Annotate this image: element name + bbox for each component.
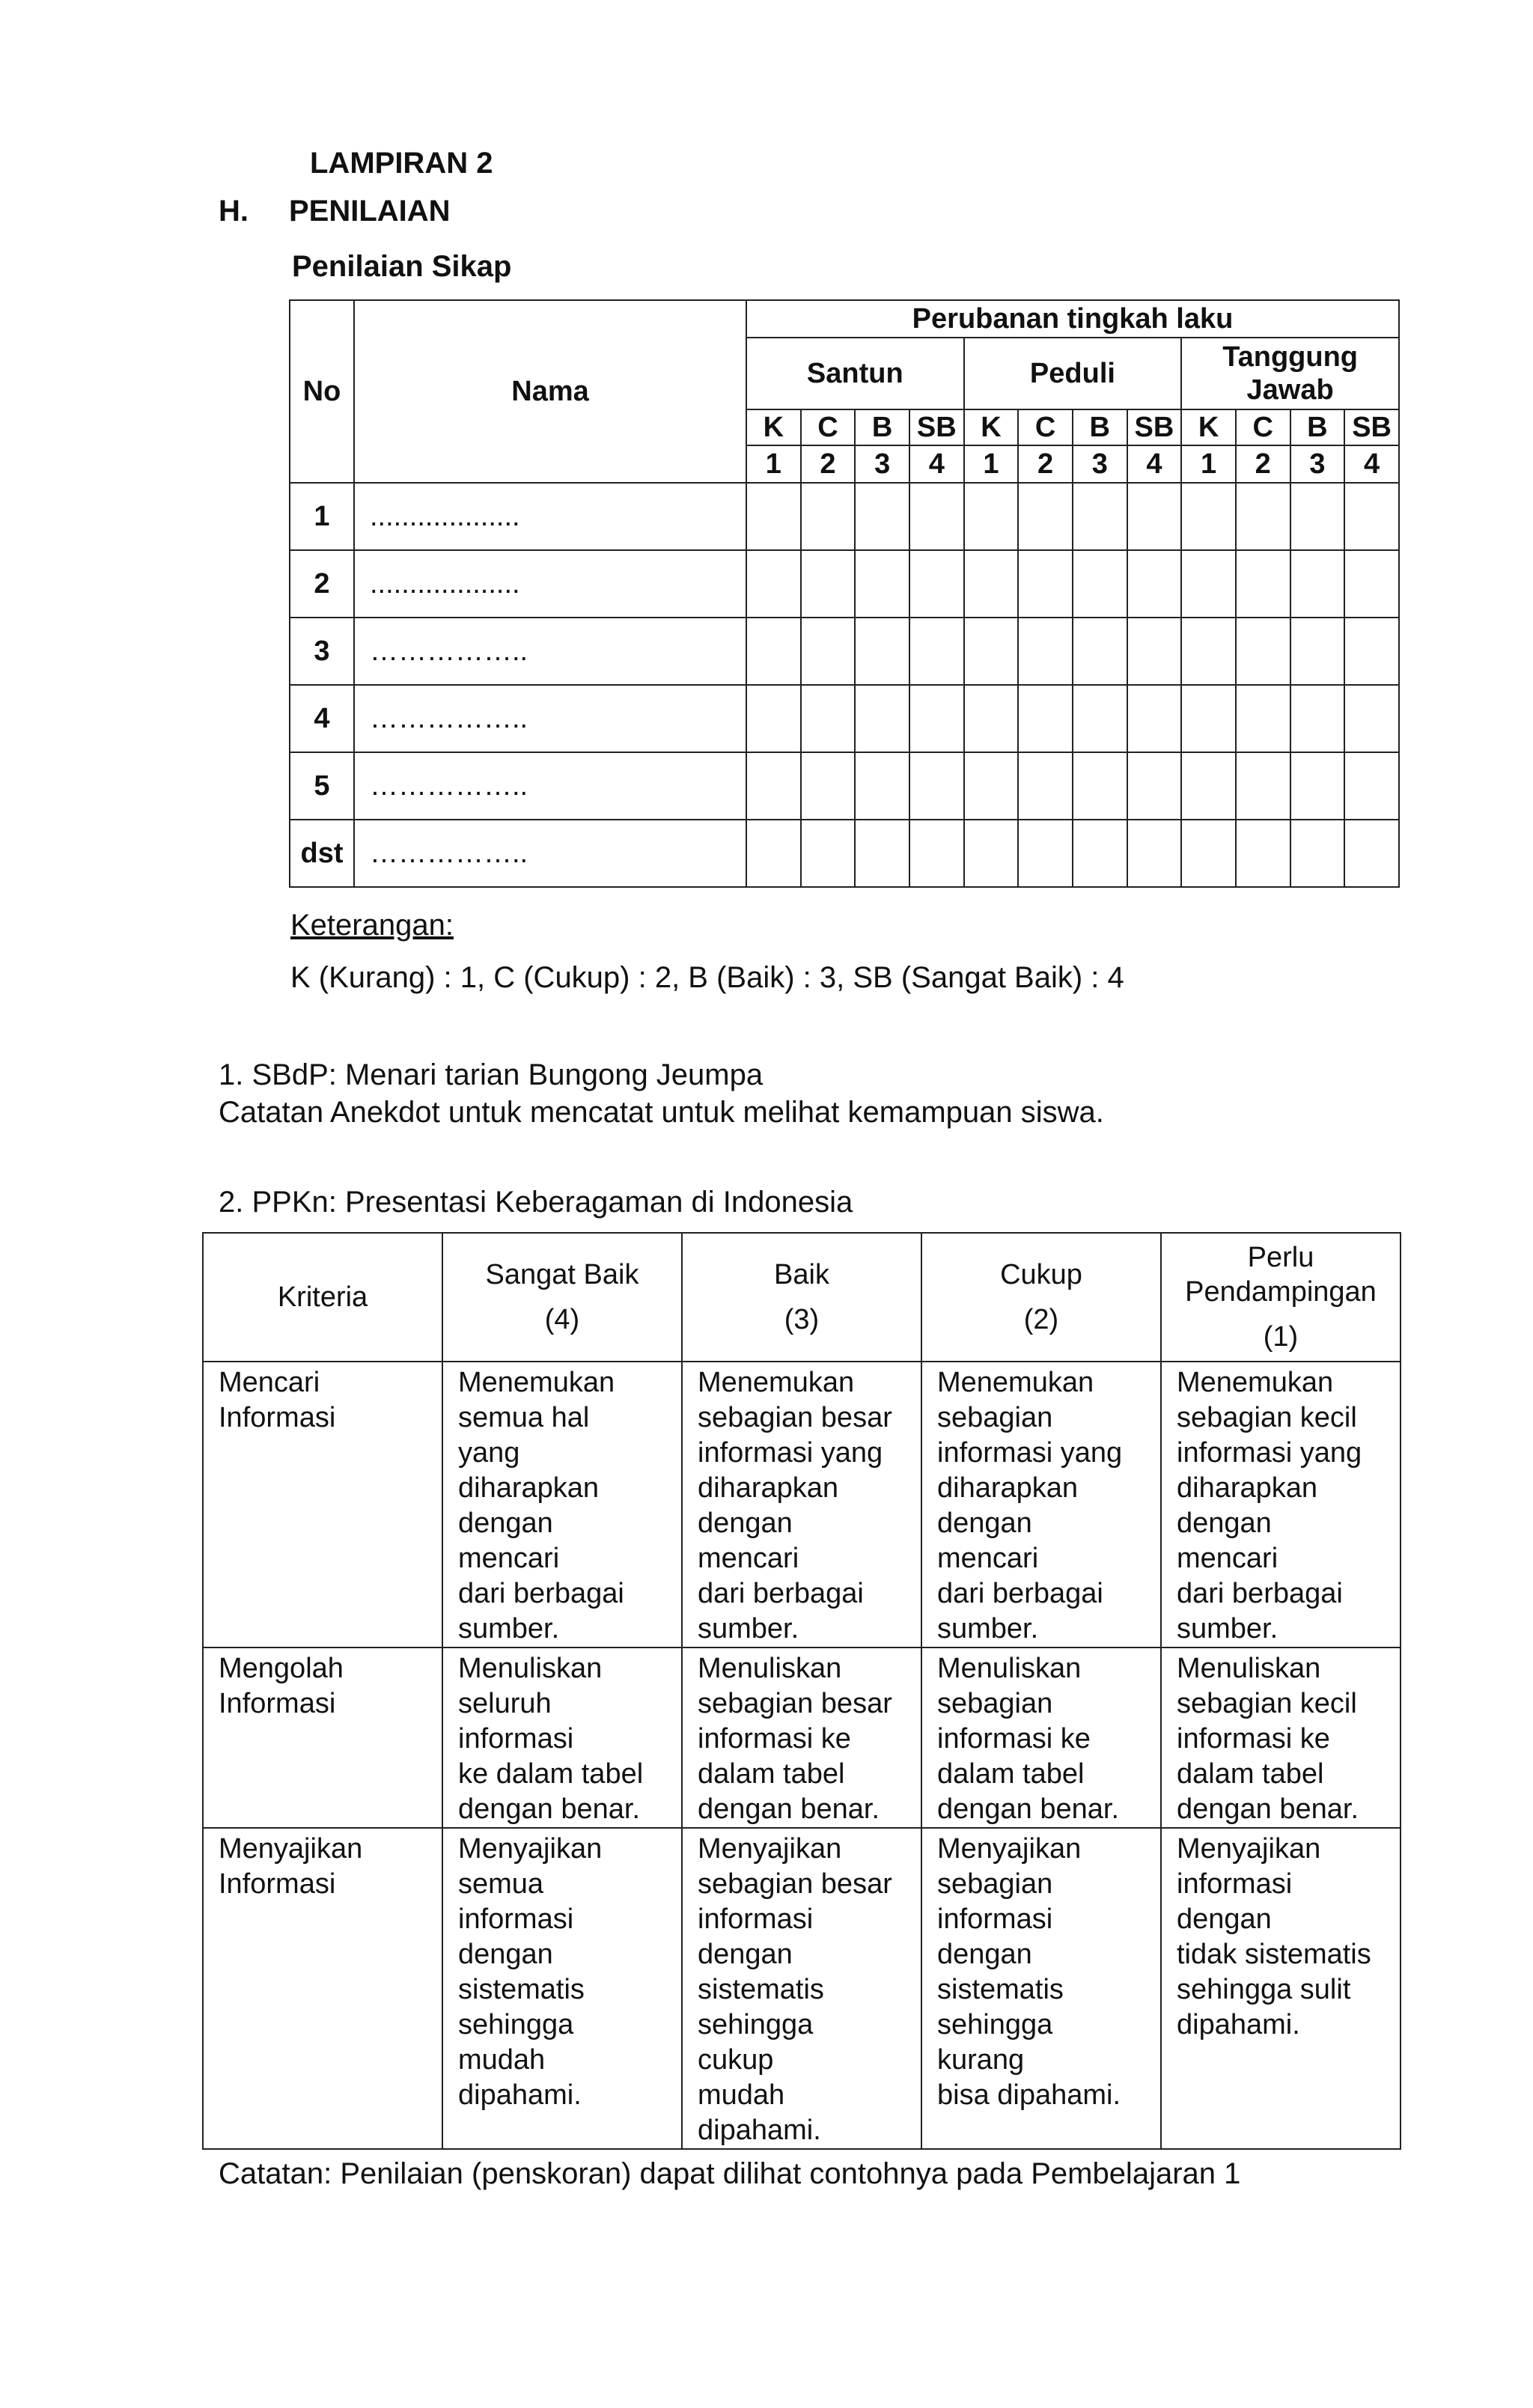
- cell-line: sistematis: [937, 1974, 1064, 2005]
- cell-line: diharapkan: [698, 1472, 839, 1504]
- score-cell[interactable]: [1290, 820, 1345, 887]
- cell-line: Mencari: [219, 1367, 320, 1398]
- rubrik-header-2: [442, 1233, 682, 1362]
- score-cell[interactable]: [1181, 752, 1236, 820]
- row-nama: ……………..: [354, 752, 746, 820]
- cell-line: dengan: [937, 1939, 1032, 1970]
- grade-letter: K: [1181, 409, 1236, 445]
- grade-letter: C: [1236, 409, 1290, 445]
- cell-line: dengan: [458, 1508, 553, 1539]
- score-cell[interactable]: [1181, 685, 1236, 752]
- score-cell[interactable]: [855, 483, 909, 550]
- cell-line: Menyajikan: [698, 1833, 842, 1865]
- row-no: 5: [290, 752, 354, 820]
- cell-line: Menyajikan: [937, 1833, 1082, 1865]
- cell-line: dengan benar.: [937, 1793, 1120, 1825]
- cell-line: seluruh: [458, 1688, 552, 1719]
- cell-line: informasi: [458, 1903, 574, 1935]
- score-cell[interactable]: [1290, 618, 1345, 685]
- rubrik-row: [203, 1648, 1401, 1828]
- grade-letter: B: [855, 409, 909, 445]
- score-cell[interactable]: [909, 483, 964, 550]
- score-cell[interactable]: [1236, 685, 1290, 752]
- score-cell[interactable]: [746, 752, 801, 820]
- score-cell[interactable]: [801, 685, 856, 752]
- score-cell[interactable]: [1127, 685, 1182, 752]
- section-title: PENILAIAN: [289, 195, 451, 228]
- nama-header: Nama: [354, 300, 746, 483]
- rubrik-cell: [921, 1362, 1161, 1648]
- cell-line: informasi ke: [937, 1723, 1091, 1755]
- header-line: Sangat Baik: [485, 1259, 639, 1290]
- header-line: Cukup: [1000, 1259, 1082, 1290]
- score-cell[interactable]: [855, 752, 909, 820]
- header-line: Kriteria: [277, 1281, 368, 1313]
- rubrik-cell: [921, 1648, 1161, 1828]
- row-nama: ……………..: [354, 685, 746, 752]
- score-cell[interactable]: [1181, 618, 1236, 685]
- table-row: [290, 685, 1399, 752]
- cell-line: Menyajikan: [1177, 1833, 1321, 1865]
- score-cell[interactable]: [964, 618, 1019, 685]
- rubrik-header-4: [921, 1233, 1161, 1362]
- cell-line: dipahami.: [1177, 2009, 1300, 2040]
- cell-line: dari berbagai: [698, 1578, 864, 1609]
- score-cell[interactable]: [1073, 483, 1127, 550]
- cell-line: sumber.: [458, 1613, 560, 1645]
- cell-line: diharapkan: [458, 1472, 600, 1504]
- score-cell[interactable]: [1127, 618, 1182, 685]
- cell-line: dalam tabel: [937, 1758, 1085, 1790]
- grade-letter: C: [1018, 409, 1073, 445]
- no-header: No: [290, 300, 354, 483]
- cell-line: sebagian: [937, 1402, 1053, 1433]
- cell-line: dipahami.: [698, 2115, 821, 2146]
- cell-line: informasi: [937, 1903, 1053, 1935]
- score-cell[interactable]: [746, 685, 801, 752]
- cell-line: informasi ke: [1177, 1723, 1330, 1755]
- row-no: 1: [290, 483, 354, 550]
- grade-letter: K: [746, 409, 801, 445]
- score-cell[interactable]: [1236, 550, 1290, 618]
- score-cell[interactable]: [909, 820, 964, 887]
- score-cell[interactable]: [1127, 820, 1182, 887]
- cell-line: Menuliskan: [937, 1653, 1082, 1684]
- score-cell[interactable]: [1018, 550, 1073, 618]
- score-cell[interactable]: [1290, 550, 1345, 618]
- rubrik-row: [203, 1362, 1401, 1648]
- grade-number: 2: [1018, 445, 1073, 483]
- grade-number: 3: [1290, 445, 1345, 483]
- score-cell[interactable]: [1073, 618, 1127, 685]
- score-cell[interactable]: [746, 820, 801, 887]
- cell-line: Menemukan: [937, 1367, 1094, 1398]
- keterangan-label: Keterangan:: [290, 909, 454, 942]
- grade-number: 3: [855, 445, 909, 483]
- rubrik-cell: [921, 1828, 1161, 2149]
- cell-line: dipahami.: [458, 2079, 582, 2111]
- group-3-header: Tanggung Jawab: [1181, 338, 1399, 409]
- cell-line: yang: [458, 1437, 520, 1469]
- cell-line: dari berbagai: [1177, 1578, 1343, 1609]
- grade-letter: SB: [1344, 409, 1399, 445]
- sikap-table: [289, 299, 1400, 888]
- cell-line: dengan benar.: [458, 1793, 641, 1825]
- cell-line: tidak sistematis: [1177, 1939, 1371, 1970]
- score-cell[interactable]: [1018, 820, 1073, 887]
- score-cell[interactable]: [1344, 752, 1399, 820]
- group-2-header: Peduli: [964, 338, 1182, 409]
- score-cell[interactable]: [909, 752, 964, 820]
- header-line: (1): [1263, 1321, 1299, 1353]
- score-cell[interactable]: [801, 618, 856, 685]
- score-cell[interactable]: [1236, 752, 1290, 820]
- rubrik-cell: [1161, 1828, 1401, 2149]
- score-cell[interactable]: [1018, 685, 1073, 752]
- cell-line: informasi: [698, 1903, 814, 1935]
- header-line: Pendampingan: [1185, 1276, 1377, 1308]
- cell-line: informasi yang: [698, 1437, 883, 1469]
- rubrik-cell: [442, 1362, 682, 1648]
- row-no: dst: [290, 820, 354, 887]
- grade-number: 1: [746, 445, 801, 483]
- grade-number: 1: [964, 445, 1019, 483]
- cell-line: dengan benar.: [698, 1793, 880, 1825]
- cell-line: sistematis: [458, 1974, 585, 2005]
- rubrik-cell: [682, 1648, 921, 1828]
- score-cell[interactable]: [1073, 752, 1127, 820]
- cell-line: dalam tabel: [698, 1758, 845, 1790]
- rubrik-header-1: [203, 1233, 442, 1362]
- grade-number: 1: [1181, 445, 1236, 483]
- score-cell[interactable]: [746, 483, 801, 550]
- rubrik-header-5: [1161, 1233, 1401, 1362]
- cell-line: bisa dipahami.: [937, 2079, 1121, 2111]
- score-cell[interactable]: [1073, 550, 1127, 618]
- score-cell[interactable]: [1290, 685, 1345, 752]
- header-line: (3): [784, 1304, 820, 1335]
- score-cell[interactable]: [1181, 820, 1236, 887]
- cell-line: semua hal: [458, 1402, 590, 1433]
- cell-line: sebagian kecil: [1177, 1688, 1357, 1719]
- group-1-header: Santun: [746, 338, 964, 409]
- score-cell[interactable]: [1018, 752, 1073, 820]
- cell-line: Menuliskan: [698, 1653, 842, 1684]
- section-letter: H.: [219, 195, 249, 228]
- table-row: [290, 550, 1399, 618]
- rubrik-header-3: [682, 1233, 921, 1362]
- score-cell[interactable]: [964, 550, 1019, 618]
- score-cell[interactable]: [801, 483, 856, 550]
- grade-number: 3: [1073, 445, 1127, 483]
- score-cell[interactable]: [909, 550, 964, 618]
- cell-line: sumber.: [698, 1613, 799, 1645]
- score-cell[interactable]: [855, 550, 909, 618]
- score-cell[interactable]: [801, 752, 856, 820]
- score-cell[interactable]: [855, 685, 909, 752]
- grade-number: 4: [1127, 445, 1182, 483]
- rubrik-cell: [1161, 1362, 1401, 1648]
- score-cell[interactable]: [1127, 752, 1182, 820]
- cell-line: Menuliskan: [458, 1653, 603, 1684]
- score-cell[interactable]: [964, 820, 1019, 887]
- cell-line: dari berbagai: [937, 1578, 1103, 1609]
- table-row: [290, 752, 1399, 820]
- cell-line: sebagian kecil: [1177, 1402, 1357, 1433]
- cell-line: informasi ke: [698, 1723, 851, 1755]
- score-cell[interactable]: [964, 685, 1019, 752]
- cell-line: Menyajikan: [219, 1833, 363, 1865]
- cell-line: dengan: [1177, 1508, 1272, 1539]
- cell-line: Mengolah: [219, 1653, 344, 1684]
- score-cell[interactable]: [1290, 752, 1345, 820]
- table-row: [290, 820, 1399, 887]
- score-cell[interactable]: [1181, 550, 1236, 618]
- item1-desc: Catatan Anekdot untuk mencatat untuk melihat kemampuan siswa.: [219, 1096, 1104, 1129]
- row-nama: ...................: [354, 483, 746, 550]
- grade-letter: K: [964, 409, 1019, 445]
- cell-line: ke dalam tabel: [458, 1758, 644, 1790]
- cell-line: Informasi: [219, 1402, 336, 1433]
- grade-letter: SB: [909, 409, 964, 445]
- row-nama: ……………..: [354, 820, 746, 887]
- grade-letter: SB: [1127, 409, 1182, 445]
- score-cell[interactable]: [964, 752, 1019, 820]
- kriteria-cell: [203, 1828, 442, 2149]
- cell-line: kurang: [937, 2044, 1025, 2076]
- cell-line: mudah: [458, 2044, 546, 2076]
- header-line: Baik: [774, 1259, 829, 1290]
- score-cell[interactable]: [1344, 685, 1399, 752]
- cell-line: sebagian besar: [698, 1402, 892, 1433]
- cell-line: Informasi: [219, 1688, 336, 1719]
- score-cell[interactable]: [1018, 618, 1073, 685]
- score-cell[interactable]: [1290, 483, 1345, 550]
- cell-line: informasi: [458, 1723, 574, 1755]
- score-cell[interactable]: [1344, 483, 1399, 550]
- keterangan-text: K (Kurang) : 1, C (Cukup) : 2, B (Baik) : 3, SB (Sangat Baik) : 4: [290, 961, 1124, 994]
- cell-line: sehingga: [698, 2009, 814, 2040]
- cell-line: informasi yang: [937, 1437, 1123, 1469]
- cell-line: informasi: [1177, 1868, 1293, 1900]
- cell-line: sehingga: [458, 2009, 574, 2040]
- cell-line: sehingga: [937, 2009, 1053, 2040]
- cell-line: sumber.: [937, 1613, 1039, 1645]
- score-cell[interactable]: [1018, 483, 1073, 550]
- rubrik-cell: [682, 1362, 921, 1648]
- row-nama: ……………..: [354, 618, 746, 685]
- cell-line: sehingga sulit: [1177, 1974, 1351, 2005]
- score-cell[interactable]: [801, 820, 856, 887]
- cell-line: Menemukan: [458, 1367, 615, 1398]
- cell-line: sebagian: [937, 1688, 1053, 1719]
- score-cell[interactable]: [1344, 550, 1399, 618]
- cell-line: informasi yang: [1177, 1437, 1362, 1469]
- cell-line: Menuliskan: [1177, 1653, 1321, 1684]
- cell-line: Menemukan: [698, 1367, 855, 1398]
- cell-line: mudah: [698, 2079, 785, 2111]
- rubrik-cell: [442, 1828, 682, 2149]
- rubrik-cell: [1161, 1648, 1401, 1828]
- rubrik-cell: [682, 1828, 921, 2149]
- grade-number: 2: [1236, 445, 1290, 483]
- cell-line: mencari: [937, 1543, 1039, 1574]
- cell-line: Informasi: [219, 1868, 336, 1900]
- score-cell[interactable]: [855, 618, 909, 685]
- group-header: Perubanan tingkah laku: [746, 300, 1399, 338]
- cell-line: semua: [458, 1868, 544, 1900]
- score-cell[interactable]: [964, 483, 1019, 550]
- cell-line: dalam tabel: [1177, 1758, 1324, 1790]
- item2-title: 2. PPKn: Presentasi Keberagaman di Indonesia: [219, 1186, 853, 1219]
- row-no: 3: [290, 618, 354, 685]
- score-cell[interactable]: [1127, 550, 1182, 618]
- header-line: Perlu: [1247, 1242, 1314, 1273]
- cell-line: dengan: [1177, 1903, 1272, 1935]
- cell-line: dengan: [937, 1508, 1032, 1539]
- cell-line: sumber.: [1177, 1613, 1278, 1645]
- score-cell[interactable]: [1236, 618, 1290, 685]
- score-cell[interactable]: [1236, 820, 1290, 887]
- grade-letter: C: [801, 409, 856, 445]
- rubrik-table: [202, 1232, 1401, 2150]
- grade-letter: B: [1073, 409, 1127, 445]
- cell-line: dari berbagai: [458, 1578, 624, 1609]
- cell-line: dengan benar.: [1177, 1793, 1359, 1825]
- lampiran-heading: LAMPIRAN 2: [310, 147, 493, 180]
- grade-number: 4: [1344, 445, 1399, 483]
- score-cell[interactable]: [1236, 483, 1290, 550]
- cell-line: dengan: [698, 1939, 793, 1970]
- header-line: (4): [544, 1304, 580, 1335]
- score-cell[interactable]: [1344, 820, 1399, 887]
- score-cell[interactable]: [1127, 483, 1182, 550]
- row-no: 4: [290, 685, 354, 752]
- score-cell[interactable]: [1181, 483, 1236, 550]
- cell-line: sebagian besar: [698, 1868, 892, 1900]
- rubrik-cell: [442, 1648, 682, 1828]
- cell-line: Menemukan: [1177, 1367, 1334, 1398]
- cell-line: Menyajikan: [458, 1833, 603, 1865]
- cell-line: cukup: [698, 2044, 774, 2076]
- score-cell[interactable]: [746, 550, 801, 618]
- rubrik-row: [203, 1828, 1401, 2149]
- grade-number: 4: [909, 445, 964, 483]
- kriteria-cell: [203, 1362, 442, 1648]
- cell-line: mencari: [698, 1543, 799, 1574]
- cell-line: mencari: [1177, 1543, 1278, 1574]
- cell-line: dengan: [458, 1939, 553, 1970]
- cell-line: dengan: [698, 1508, 793, 1539]
- footer-note: Catatan: Penilaian (penskoran) dapat dilihat contohnya pada Pembelajaran 1: [219, 2157, 1241, 2190]
- cell-line: diharapkan: [1177, 1472, 1318, 1504]
- cell-line: sebagian besar: [698, 1688, 892, 1719]
- table-row: [290, 618, 1399, 685]
- score-cell[interactable]: [1073, 820, 1127, 887]
- score-cell[interactable]: [909, 685, 964, 752]
- cell-line: mencari: [458, 1543, 560, 1574]
- row-no: 2: [290, 550, 354, 618]
- score-cell[interactable]: [909, 618, 964, 685]
- grade-number: 2: [801, 445, 856, 483]
- item1-title: 1. SBdP: Menari tarian Bungong Jeumpa: [219, 1058, 764, 1091]
- score-cell[interactable]: [1344, 618, 1399, 685]
- score-cell[interactable]: [746, 618, 801, 685]
- kriteria-cell: [203, 1648, 442, 1828]
- score-cell[interactable]: [801, 550, 856, 618]
- cell-line: sebagian: [937, 1868, 1053, 1900]
- row-nama: ...................: [354, 550, 746, 618]
- cell-line: sistematis: [698, 1974, 824, 2005]
- table-row: [290, 483, 1399, 550]
- score-cell[interactable]: [1073, 685, 1127, 752]
- cell-line: diharapkan: [937, 1472, 1079, 1504]
- header-line: (2): [1023, 1304, 1059, 1335]
- grade-letter: B: [1290, 409, 1345, 445]
- sub-title: Penilaian Sikap: [292, 250, 512, 283]
- score-cell[interactable]: [855, 820, 909, 887]
